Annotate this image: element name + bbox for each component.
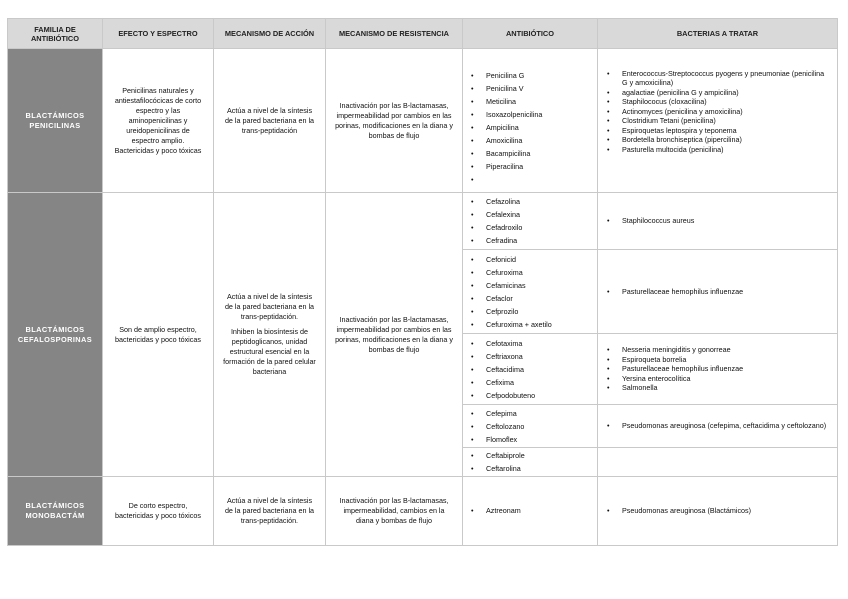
list-item: • Cefaclor — [471, 292, 593, 305]
accion-monobactam: Actúa a nivel de la síntesis de la pared bacteriana en la trans-peptidación. — [214, 477, 326, 546]
antibioticos-cef-grupo-3 — [463, 334, 598, 405]
header-resistencia: MECANISMO DE RESISTENCIA — [326, 19, 463, 49]
accion-paragraph: Inhiben la biosíntesis de peptidoglicanos, unidad estructural esencial en la formación de la pared celular bacteriana — [223, 327, 316, 376]
list-item: • Ceftarolina — [471, 462, 593, 475]
list-item: • Bordetella bronchiseptica (pipercilina) — [607, 135, 829, 145]
list-item: • Pasturella multocida (penicilina) — [607, 145, 829, 155]
list-item: • Ceftriaxona — [471, 350, 593, 363]
antibioticos-cef-grupo-1 — [463, 193, 598, 250]
familia-cefalosporinas: BLACTÁMICOS CEFALOSPORINAS — [8, 193, 103, 477]
header-antibiotico: ANTIBIÓTICO — [463, 19, 598, 49]
bacteria-list — [607, 345, 829, 393]
list-item: • Cefamicinas — [471, 279, 593, 292]
bacteria-list — [607, 421, 829, 431]
resistencia-penicilinas: Inactivación por las B-lactamasas, impermeabilidad por cambios en las porinas, modificaciones en la diana y bombas de flujo — [326, 49, 463, 193]
bacteria-list — [607, 287, 829, 297]
list-item: • Ampicilina — [471, 121, 593, 134]
bacterias-cef-grupo-1 — [598, 193, 838, 250]
efecto-penicilinas: Penicilinas naturales y antiestafilocócicas de corto espectro y las aminopenicilinas y ureidopenicilinas de espectro amplio. Bactericidas y poco tóxicas — [103, 49, 214, 193]
antibioticos-monobactam — [463, 477, 598, 546]
row-monobactam — [8, 477, 838, 546]
list-item: • Cefuroxima + axetilo — [471, 318, 593, 331]
list-item: • Cefpodobuteno — [471, 389, 593, 402]
antibioticos-cef-grupo-4 — [463, 405, 598, 448]
antibiotics-table — [7, 18, 838, 546]
accion-penicilinas: Actúa a nivel de la síntesis de la pared bacteriana en la trans-peptidación — [214, 49, 326, 193]
list-item: • Staphilococus (cloxacilina) — [607, 97, 829, 107]
list-item: • Clostridium Tetani (penicilina) — [607, 116, 829, 126]
list-item: • Pseudomonas areuginosa (Blactámicos) — [607, 506, 829, 516]
list-item: • Pasturellaceae hemophilus influenzae — [607, 364, 829, 374]
list-item: • Ceftolozano — [471, 420, 593, 433]
bacteria-list — [607, 69, 829, 155]
header-familia: FAMILIA DE ANTIBIÓTICO — [8, 19, 103, 49]
efecto-cefalosporinas: Son de amplio espectro, bactericidas y poco tóxicas — [103, 193, 214, 477]
row-penicilinas — [8, 49, 838, 193]
list-item: • Penicilina V — [471, 82, 593, 95]
antibiotic-list — [471, 253, 593, 331]
list-item: • Isoxazolpenicilina — [471, 108, 593, 121]
antibioticos-cef-grupo-5 — [463, 448, 598, 477]
bacterias-cef-grupo-2 — [598, 250, 838, 334]
accion-paragraph: Actúa a nivel de la síntesis de la pared bacteriana en la trans-peptidación. — [224, 292, 315, 321]
list-item: • Actinomyces (penicilina y amoxicilina) — [607, 107, 829, 117]
list-item: • Cefadroxilo — [471, 221, 593, 234]
header-row — [8, 19, 838, 49]
list-item: • Penicilina G — [471, 69, 593, 82]
antibiotic-list — [471, 506, 593, 516]
bacterias-monobactam — [598, 477, 838, 546]
list-item: • Meticilina — [471, 95, 593, 108]
header-efecto: EFECTO Y ESPECTRO — [103, 19, 214, 49]
antibiotic-list — [471, 449, 593, 475]
antibiotic-list — [471, 337, 593, 402]
list-item: • Aztreonam — [471, 506, 593, 516]
efecto-monobactam: De corto espectro, bactericidas y poco tóxicos — [103, 477, 214, 546]
antibiotic-list — [471, 69, 593, 173]
list-item: • Cefradina — [471, 234, 593, 247]
resistencia-monobactam: Inactivación por las B-lactamasas, impermeabilidad, cambios en la diana y bombas de flujo — [326, 477, 463, 546]
list-item: • Nesseria meningiditis y gonorreae — [607, 345, 829, 355]
list-item: • Enterococcus-Streptococcus pyogens y pneumoniae (penicilina G y amoxicilina) — [607, 69, 829, 88]
list-item: • Cefalexina — [471, 208, 593, 221]
bacteria-list — [607, 216, 829, 226]
bacterias-penicilinas — [598, 49, 838, 193]
list-item: • Piperacilina — [471, 160, 593, 173]
bacteria-list — [607, 506, 829, 516]
list-item: • Flomoflex — [471, 433, 593, 446]
list-item: • Cefotaxima — [471, 337, 593, 350]
antibiotic-list — [471, 407, 593, 446]
list-item: • Espiroquetas leptospira y teponema — [607, 126, 829, 136]
bacterias-cef-grupo-5 — [598, 448, 838, 477]
list-item: • Pseudomonas areuginosa (cefepima, ceftacidima y ceftolozano) — [607, 421, 829, 431]
header-accion: MECANISMO DE ACCIÓN — [214, 19, 326, 49]
familia-monobactam: BLACTÁMICOS MONOBACTÁM — [8, 477, 103, 546]
bacterias-cef-grupo-3 — [598, 334, 838, 405]
list-item: • Bacampicilina — [471, 147, 593, 160]
familia-penicilinas: BLACTÁMICOS PENICILINAS — [8, 49, 103, 193]
list-item: • Staphilococcus aureus — [607, 216, 829, 226]
resistencia-cefalosporinas: Inactivación por las B-lactamasas, impermeabilidad por cambios en las porinas, modificaciones en la diana y bombas de flujo — [326, 193, 463, 477]
list-item: • Amoxicilina — [471, 134, 593, 147]
list-item: • Salmonella — [607, 383, 829, 393]
accion-cefalosporinas — [214, 193, 326, 477]
antibioticos-cef-grupo-2 — [463, 250, 598, 334]
list-item: • Cefazolina — [471, 195, 593, 208]
antibioticos-penicilinas — [463, 49, 598, 193]
list-item: • Ceftabiprole — [471, 449, 593, 462]
list-item: • Espiroqueta borrelia — [607, 355, 829, 365]
list-item: • Pasturellaceae hemophilus influenzae — [607, 287, 829, 297]
header-bacterias: BACTERIAS A TRATAR — [598, 19, 838, 49]
list-item: • Ceftacidima — [471, 363, 593, 376]
list-item: • Yersina enterocolítica — [607, 374, 829, 384]
list-item: • Cefprozilo — [471, 305, 593, 318]
list-item: • Cefuroxima — [471, 266, 593, 279]
list-item: • Cefixima — [471, 376, 593, 389]
list-item: • Cefepima — [471, 407, 593, 420]
list-item: • agalactiae (penicilina G y ampicilina) — [607, 88, 829, 98]
list-item: • Cefonicid — [471, 253, 593, 266]
bacterias-cef-grupo-4 — [598, 405, 838, 448]
row-cefalosporinas-1 — [8, 193, 838, 250]
antibiotic-list — [471, 195, 593, 247]
